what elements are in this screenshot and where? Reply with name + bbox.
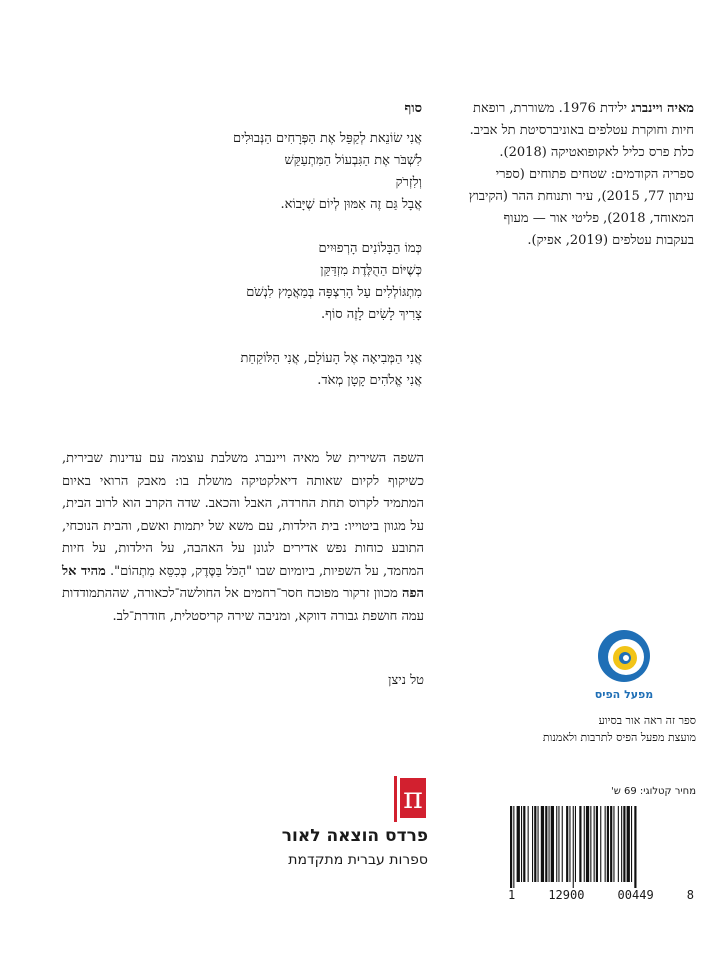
catalog-price: מחיר קטלוגי: 69 ש' <box>610 786 696 797</box>
poem-line: אֲנִי אֱלֹהִים קָטָן מְאֹד. <box>317 373 422 388</box>
barcode-bar <box>517 806 520 882</box>
poem-line: מִתְגּוֹלְלִים עַל הָרִצְפָּה בְּמַאֲמָץ לִנְשֹׁם <box>246 285 422 300</box>
barcode-bar <box>618 806 619 882</box>
pi-symbol: π <box>403 781 423 816</box>
mifal-hapais-icon <box>592 628 656 704</box>
poem-line: אֲנִי שׂוֹנֵאת לְקַפֵּל אֶת הַפְּרָחִים הַנְּבוּלִים <box>232 131 422 146</box>
mifal-label: מפעל הפיס <box>594 688 654 701</box>
barcode-digit-group: 00449 <box>617 888 654 902</box>
barcode-bar <box>631 806 632 882</box>
back-cover-blurb <box>62 448 424 628</box>
barcode-bar <box>586 806 589 882</box>
barcode-bar <box>634 806 636 888</box>
poem-stanza <box>200 128 422 216</box>
barcode-bar <box>528 806 529 882</box>
author-born: ילידת 1976. <box>558 101 628 116</box>
poem-line: אֲבָל גַּם זֶה אִמּוּן לְיוֹם שֶׁיָּבוֹא. <box>280 197 422 212</box>
barcode-bar <box>621 806 622 882</box>
blurb-text: השפה השירית של מאיה ויינברג משלבת עוצמה עם עדינות שבירית, כשיקוף לקיום שאותה דיאלקטיקה מושלת בו: מאבק הרואי באיום המתמיד לקרוס תחת החרדה, האבל והכאב. שדה הקרב הוא לרוב הבית, על מגוון ביטוייו: בית הילדות, עם משא של יתמות ואשם, והבית הנוכחי, התובע כוחות נפש אדירים לגונן על האהבה, על הילדות, על חיות המחמד, על השפיות, ביומיום שבו "הַכֹּל בַּסֶּדֶק, כְּכִסֵּא מִתְהוֹם". <box>62 451 424 579</box>
barcode-bar <box>596 806 598 882</box>
author-bio-text: משוררת, רופאת חיות וחוקרת עטלפים באוניברסיטת תל אביב. כלת פרס כליל לאקופואטיקה (2018). ספריה הקודמים: שטחים פתוחים (ספרי עיתון 77, 2015), עיר ותנוחת ההר (הקיבוץ המאוחד, 2018), פליטי אור — מעוף בעקבות עטלפים (2019, אפיק). <box>468 101 694 248</box>
mifal-hapais-logo <box>592 628 656 704</box>
barcode-bar <box>594 806 595 882</box>
barcode-bar <box>627 806 630 882</box>
barcode-bar <box>623 806 625 882</box>
blurb-book-title: מהיד אל הפה <box>62 563 424 601</box>
barcode-bar <box>575 806 576 882</box>
isbn-barcode <box>508 806 694 888</box>
poem-stanza <box>200 238 422 326</box>
barcode-bar <box>532 806 533 882</box>
barcode-bar <box>584 806 585 882</box>
barcode-bar <box>590 806 591 882</box>
support-line: ספר זה ראה אור בסיוע <box>598 714 696 727</box>
poem-title: סוף <box>404 101 422 116</box>
barcode-bar <box>600 806 601 882</box>
barcode-bar <box>556 806 557 882</box>
poem-line: צָרִיךְ לָשִׂים לָזֶה סוֹף. <box>321 307 422 322</box>
barcode-bar <box>562 806 563 882</box>
barcode-bar <box>569 806 570 882</box>
barcode-bar <box>605 806 606 882</box>
barcode-bar <box>523 806 525 882</box>
poem-line: אֲנִי הַמְּבִיאָה אֶל הָעוֹלָם, אֲנִי הַלּוֹקַחַת <box>240 351 422 366</box>
barcode-bar <box>613 806 614 882</box>
barcode-bar <box>513 806 514 888</box>
poem-stanza <box>200 348 422 392</box>
barcode-bar <box>510 806 512 888</box>
publisher-tagline: ספרות עברית מתקדמת <box>288 852 428 868</box>
barcode-bar <box>549 806 550 882</box>
author-bio <box>468 98 694 252</box>
barcode-bar <box>558 806 559 882</box>
reviewer-name: טל ניצן <box>388 673 424 688</box>
poem <box>200 98 422 414</box>
barcode-digits <box>508 888 694 902</box>
barcode-bar <box>573 806 574 888</box>
barcode-bar <box>607 806 609 882</box>
poem-line: כְּשֶׁיּוֹם הַהֻלֶּדֶת מִזְדַּקֵּן <box>320 263 422 278</box>
barcode-bar <box>541 806 544 882</box>
barcode-bar <box>610 806 612 882</box>
support-line: מועצת מפעל הפיס לתרבות ולאמנות <box>542 731 696 744</box>
barcode-bar <box>534 806 536 882</box>
barcode-digit-group: 1 <box>508 888 516 902</box>
barcode-bar <box>521 806 522 882</box>
barcode-bar <box>551 806 554 882</box>
barcode-bar <box>579 806 581 882</box>
poem-line: כְּמוֹ הַבָּלוֹנִים הָרְפוּיִים <box>318 241 422 256</box>
barcode-bar <box>545 806 547 882</box>
author-name: מאיה ויינברג <box>631 101 694 116</box>
publisher-name: פרדס הוצאה לאור <box>281 826 428 846</box>
barcode-bar <box>538 806 539 882</box>
blurb-text: מכוון זרקור מפוכח חסר־רחמים אל החולשה־לכאורה, שההתמודדות עמה חושפת גבורה דווקא, ומניבה שירה קריסטלית, חודרת־לב. <box>62 586 424 624</box>
poem-line: לִשְׁבֹּר אֶת הַגִּבְעוֹל הַמִּתְעַקֵּשׁ <box>284 153 422 168</box>
barcode-bar <box>566 806 568 882</box>
support-credit <box>470 712 696 746</box>
barcode-digit-group: 8 <box>686 888 694 902</box>
poem-line: וְלִזְרֹק <box>395 175 422 190</box>
barcode-digit-group: 12900 <box>548 888 585 902</box>
pardes-logo <box>394 776 428 822</box>
